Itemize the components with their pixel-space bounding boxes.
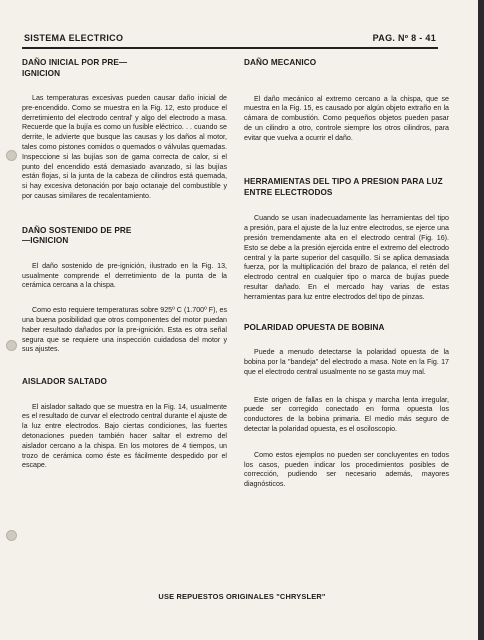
section-heading: DAÑO SOSTENIDO DE PRE—IGNICION xyxy=(22,225,132,246)
right-column xyxy=(244,58,449,490)
section-heading: HERRAMIENTAS DEL TIPO A PRESION PARA LUZ ENTRE ELECTRODOS xyxy=(244,177,443,197)
paragraph: Cuando se usan inadecuadamente las herramientas del tipo a presión, para el ajuste de la luz entre electrodos, se ejerce una presión tremendamente alta en el electrodo central (Fig. 16). Esto se debe a la presión ejercida entre el extremo del electrodo central y la parte superior del casquillo. Si se aplica demasiada fuerza, por la multiplicación del brazo de palanca, el retén del electrodo central en cualquier tipo o marca de bujías puede resultar dañado. En el mercado hay varias de estas herramientas para luz entre electrodos del tipo de pinzas. xyxy=(244,214,449,301)
punch-hole-icon xyxy=(6,150,17,161)
paragraph: El daño sostenido de pre-ignición, ilustrado en la Fig. 13, usualmente comprende el derretimiento de la punta de la cerámica cercana a la chispa. xyxy=(22,261,227,290)
section-heading: DAÑO INICIAL POR PRE—IGNICION xyxy=(22,58,128,78)
section-heading: DAÑO MECANICO xyxy=(244,58,317,67)
paragraph: Como esto requiere temperaturas sobre 925º C (1.700º F), es una buena posibilidad que otros componentes del motor puedan haber resultado dañados por la pre-ignición. Esta es otra señal segura que se requiere una inspección cuidadosa del motor y sus ajustes. xyxy=(22,306,227,354)
left-column xyxy=(22,58,227,471)
paragraph: El daño mecánico al extremo cercano a la chispa, que se muestra en la Fig. 15, es causado por algún objeto extraño en la cámara de combustión. Como pequeños objetos pueden pasar de un cilindro a otro, controle siempre los otros cilindros, para evitar que vuelva a ocurrir el daño. xyxy=(244,94,449,142)
page-number: PAG. Nº 8 - 41 xyxy=(372,33,436,43)
footer-note: USE REPUESTOS ORIGINALES "CHRYSLER" xyxy=(158,592,326,601)
section-heading: POLARIDAD OPUESTA DE BOBINA xyxy=(244,322,385,332)
paragraph: El aislador saltado que se muestra en la Fig. 14, usualmente es el resultado de curvar el electrodo central durante el ajuste de la luz entre electrodos. Bajo ciertas condiciones, las fuertes detonaciones pueden también hacer saltar el extremo del aislador cercano a la chispa. En los motores de 4 tiempos, un trozo de cerámica como éste es fácilmente despedido por el escape. xyxy=(22,402,227,470)
header-rule xyxy=(22,47,438,49)
section-title: SISTEMA ELECTRICO xyxy=(24,33,124,43)
paragraph: Este origen de fallas en la chispa y marcha lenta irregular, puede ser corregido conectado en forma opuesta los conductores de la bobina primaria. El medio más seguro de detectar la polaridad opuesta, es el osciloscopio. xyxy=(244,395,449,433)
section-heading: AISLADOR SALTADO xyxy=(22,377,107,387)
punch-hole-icon xyxy=(6,530,17,541)
paragraph: Las temperaturas excesivas pueden causar daño inicial de pre-encendido. Como se muestra en la Fig. 12, esto produce el derretimiento del electrodo central' y algo del electrodo a masa. Recuerde que la bujía es como un fusible eléctrico. . . cuando se derrite, le advierte que busque las causas y los daños al motor, tales como pistones comidos o quemados o válvulas quemadas. Inspeccione si las bujías son de gama correcta de calor, si el punto del encendido está demasiado avanzado, si las bujías están flojas, si la junta de la cabeza de cilindros está quemada, si hay excesiva detonación por bajo octanaje del combustible y por causas similares de recalentamiento. xyxy=(22,94,227,200)
punch-hole-icon xyxy=(6,340,17,351)
paragraph: Como estos ejemplos no pueden ser concluyentes en todos los casos, pueden indicar los procedimientos posibles de corrección, pudiendo ser necesario además, mayores diagnósticos. xyxy=(244,450,449,489)
paragraph: Puede a menudo detectarse la polaridad opuesta de la bobina por la "bandeja" del electrodo a masa. Note en la Fig. 17 que el electrodo central usualmente no se gasta muy mal. xyxy=(244,348,449,376)
page-edge xyxy=(478,0,484,640)
